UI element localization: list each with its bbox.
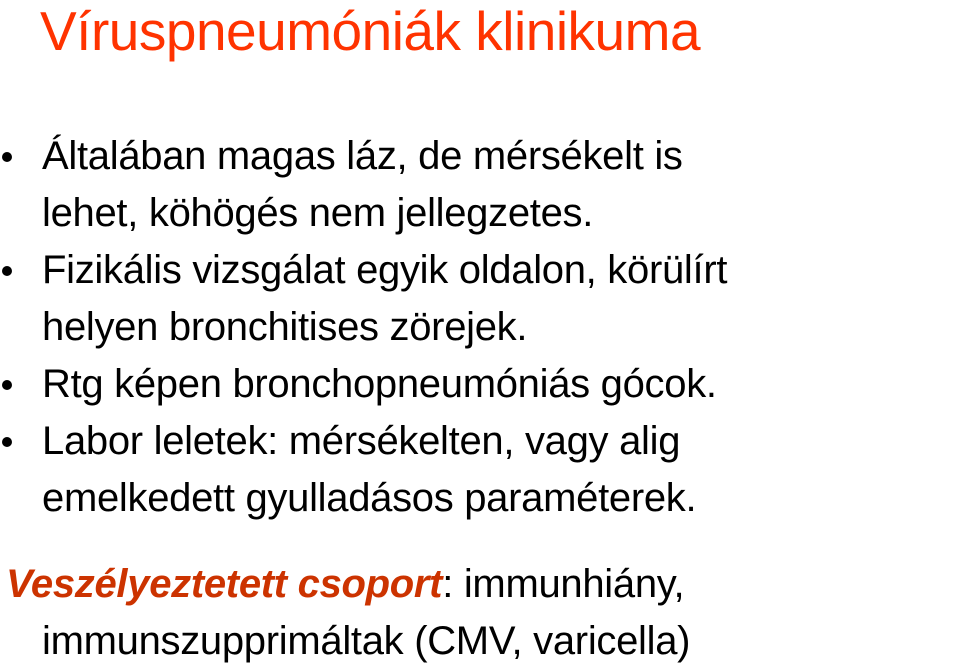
- risk-group-line2: immunszupprimáltak (CMV, varicella): [42, 619, 691, 663]
- bullet-item: [0, 128, 959, 242]
- bullet-line: lehet, köhögés nem jellegzetes.: [42, 191, 594, 235]
- bullet-item: [0, 413, 959, 527]
- risk-group-rest: : immunhiány,: [442, 562, 685, 606]
- bullet-line: emelkedett gyulladásos paraméterek.: [42, 476, 697, 520]
- bullet-dot-icon: [2, 152, 12, 162]
- bullet-line: Rtg képen bronchopneumóniás gócok.: [42, 362, 717, 406]
- slide-title: Víruspneumóniák klinikuma: [40, 0, 701, 62]
- bullet-dot-icon: [2, 380, 12, 390]
- risk-group-label: Veszélyeztetett csoport: [6, 562, 443, 606]
- bullet-list: [0, 128, 959, 527]
- bullet-line: Labor leletek: mérsékelten, vagy alig: [42, 419, 681, 463]
- bullet-line: helyen bronchitises zörejek.: [42, 305, 528, 349]
- bullet-line: Fizikális vizsgálat egyik oldalon, körülírt: [42, 248, 728, 292]
- bullet-dot-icon: [2, 266, 12, 276]
- bullet-item: [0, 356, 959, 413]
- bullet-item: [0, 242, 959, 356]
- bullet-line: Általában magas láz, de mérsékelt is: [42, 134, 683, 178]
- bullet-dot-icon: [2, 437, 12, 447]
- risk-group-note: [6, 556, 956, 670]
